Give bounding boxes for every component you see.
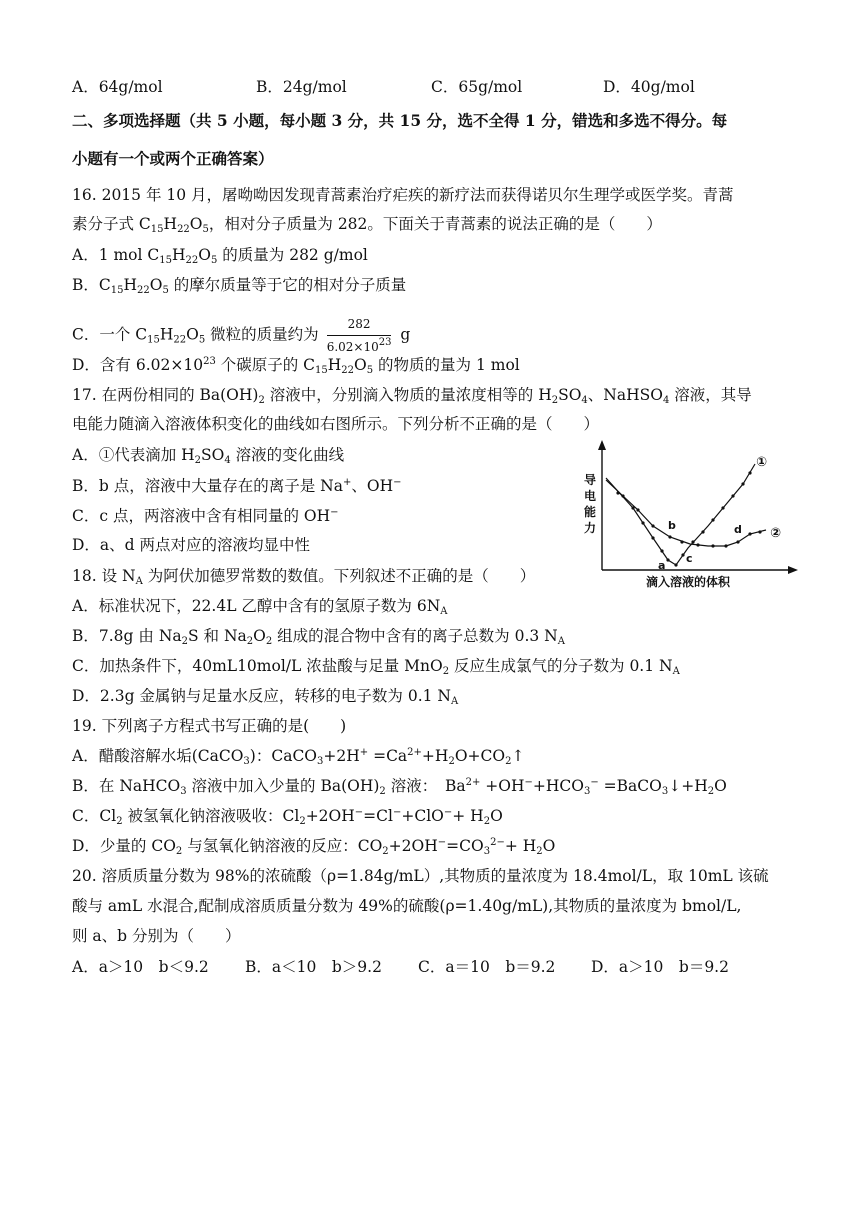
q16-stem-line2: 素分子式 $C_{15}H_{22}O_5$，相对分子质量为 282。下面关于青蒿素的说法正确的是（ ） <box>72 215 662 235</box>
conductivity-graph <box>578 438 800 588</box>
q19-option-d: D．少量的 $CO_2$ 与氢氧化钠溶液的反应：$CO_2+2OH^-=CO_3^{2-}+ H_2O$ <box>72 837 556 857</box>
q19-stem: 19. 下列离子方程式书写正确的是( ) <box>72 717 347 735</box>
q16-option-a: A．1 mol $C_{15}H_{22}O_5$ 的质量为 282 g/mol <box>72 246 368 266</box>
q16-option-d: D．含有 $6.02\times 10^{23}$ 个碳原子的 $C_{15}H_{22}O_5$ 的物质的量为 1 mol <box>72 356 520 376</box>
q18-stem: 18. 设 $N_A$ 为阿伏加德罗常数的数值。下列叙述不正确的是（ ） <box>72 567 536 587</box>
q15-option-c: C．65g/mol <box>431 78 523 96</box>
q17-option-d: D．a、d 两点对应的溶液均显中性 <box>72 536 311 554</box>
q20-option-a: A．a＞10 b＜9.2 <box>72 958 209 976</box>
q17-option-a: A．①代表滴加 $H_2SO_4$ 溶液的变化曲线 <box>72 446 345 466</box>
section2-header-line1: 二、多项选择题（共 5 小题，每小题 3 分，共 15 分，选不全得 1 分，错选和多选不得分。每 <box>72 111 728 130</box>
y-label-char: 力 <box>584 521 597 535</box>
q17-stem-line2: 电能力随滴入溶液体积变化的曲线如右图所示。下列分析不正确的是（ ） <box>72 415 600 433</box>
q16-stem-line1: 16. 2015 年 10 月，屠呦呦因发现青蒿素治疗疟疾的新疗法而获得诺贝尔生理学或医学奖。青蒿 <box>72 186 734 204</box>
q17-option-b: B．b 点，溶液中大量存在的离子是 Na+、OH− <box>72 477 402 495</box>
point-b-label: b <box>668 519 676 532</box>
y-label-char: 导 <box>584 473 597 487</box>
q19-option-a: A．醋酸溶解水垢(CaCO$_3$)：CaCO$_3$+2H+ $=Ca^{2+}+H_2O+CO_2↑$ <box>72 747 525 767</box>
q20-options <box>72 957 729 977</box>
q15-option-b: B．24g/mol <box>256 78 347 96</box>
point-d-label: d <box>734 523 742 536</box>
q16-option-b: B．$C_{15}H_{22}O_5$ 的摩尔质量等于它的相对分子质量 <box>72 276 407 296</box>
curve-2 <box>606 480 766 546</box>
q20-stem-line1: 20. 溶质质量分数为 98%的浓硫酸（ρ=1.84g/mL）,其物质的量浓度为 18.4mol/L，取 10mL 该硫 <box>72 867 769 885</box>
curve-1-label: ① <box>756 455 768 470</box>
q17-stem-line1: 17. 在两份相同的 $Ba(OH)_2$ 溶液中，分别滴入物质的量浓度相等的 $H_2SO_4$、NaHSO$_4$ 溶液，其导 <box>72 386 752 406</box>
q15-option-a: A．64g/mol <box>72 78 163 96</box>
y-label-char: 电 <box>584 489 597 503</box>
x-axis-label: 滴入溶液的体积 <box>646 575 731 588</box>
q15-options <box>72 77 695 97</box>
q16-mass-fraction: $\frac{282}{6.02\times 10^{23}}$ <box>327 314 392 357</box>
q20-stem-line3: 则 a、b 分别为（ ） <box>72 927 241 945</box>
q18-option-b: B．7.8g 由 $Na_2S$ 和 $Na_2O_2$ 组成的混合物中含有的离子总数为 0.3 $N_A$ <box>72 627 565 647</box>
q19-option-b: B．在 NaHCO$_3$ 溶液中加入少量的 $Ba(OH)_2$ 溶液： $Ba^{2+} +OH^-+HCO_3^-$ $=BaCO_3↓+H_2O$ <box>72 777 727 797</box>
q16-option-c: C．一个 $C_{15}H_{22}O_5$ 微粒的质量约为 $\frac{282}{6.02\times 10^{23}}$ g <box>72 314 410 357</box>
q15-option-d: D．40g/mol <box>603 78 695 96</box>
q20-option-d: D．a＞10 b＝9.2 <box>591 958 729 976</box>
q17-option-c: C．c 点，两溶液中含有相同量的 OH− <box>72 507 339 525</box>
q18-option-a: A．标准状况下，22.4L 乙醇中含有的氢原子数为 $6N_A$ <box>72 597 448 617</box>
q20-option-c: C．a＝10 b＝9.2 <box>418 958 556 976</box>
point-a-label: a <box>658 559 666 572</box>
curve-2-label: ② <box>770 526 782 541</box>
q20-stem-line2: 酸与 amL 水混合,配制成溶质质量分数为 49%的硫酸(ρ=1.40g/mL),其物质的量浓度为 bmol/L, <box>72 897 742 915</box>
curve-1 <box>606 464 755 565</box>
y-label-char: 能 <box>584 505 597 519</box>
section2-header-line2: 小题有一个或两个正确答案） <box>72 149 274 168</box>
q18-option-c: C．加热条件下，40mL10mol/L 浓盐酸与足量 MnO$_2$ 反应生成氯气的分子数为 0.1 $N_A$ <box>72 657 680 677</box>
q18-option-d: D．2.3g 金属钠与足量水反应，转移的电子数为 0.1 $N_A$ <box>72 687 459 707</box>
q20-option-b: B．a＜10 b＞9.2 <box>245 958 382 976</box>
q19-option-c: C．$Cl_2$ 被氢氧化钠溶液吸收：$Cl_2+2OH^-=Cl^-+ClO^-+ H_2O$ <box>72 807 503 827</box>
point-c-label: c <box>686 552 693 565</box>
